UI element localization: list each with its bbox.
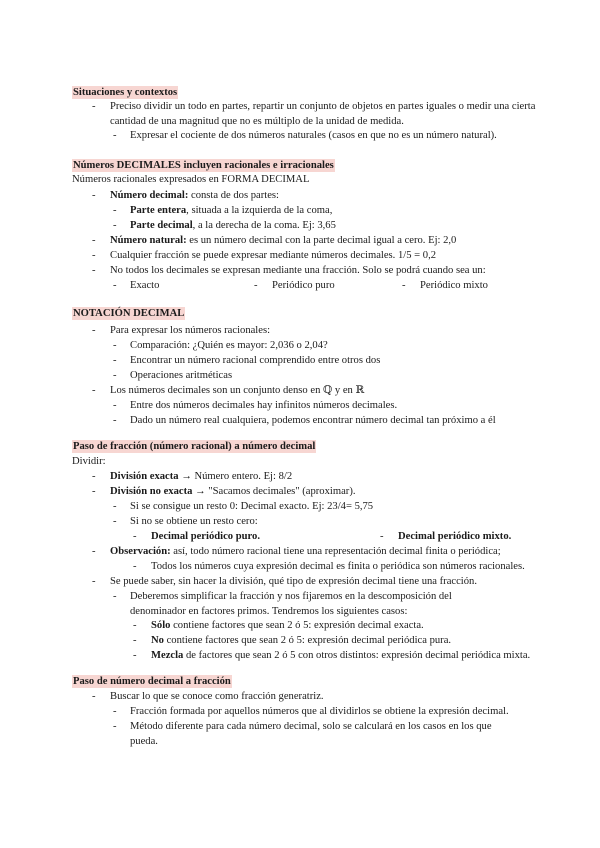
term-numero-natural: Número natural: xyxy=(110,235,187,246)
bullet-dash: - xyxy=(92,471,96,482)
bullet-dash: - xyxy=(92,385,96,396)
bullet-dash: - xyxy=(92,325,96,336)
bullet-dash: - xyxy=(92,576,96,587)
bullet-dash: - xyxy=(113,130,117,141)
bullet-dash: - xyxy=(113,340,117,351)
definition-text: es un número decimal con la parte decimal igual a cero. Ej: 2,0 xyxy=(186,235,457,246)
bullet-dash: - xyxy=(113,721,117,732)
term-periodico-mixto: Decimal periódico mixto. xyxy=(398,531,512,542)
list-item xyxy=(110,485,356,500)
term-observacion: Observación: xyxy=(110,546,171,557)
list-item: Encontrar un número racional comprendido entre otros dos xyxy=(130,355,381,366)
option-exacto: Exacto xyxy=(130,280,160,291)
bullet-dash: - xyxy=(92,265,96,276)
definition-text: , a la derecha de la coma. Ej: 3,65 xyxy=(192,220,336,231)
bullet-dash: - xyxy=(113,370,117,381)
term-solo: Sólo xyxy=(151,620,171,631)
list-item xyxy=(151,619,424,634)
list-item: No todos los decimales se expresan mediante una fracción. Solo se podrá cuando sea un: xyxy=(110,265,486,276)
list-item xyxy=(110,545,501,560)
option-periodico-puro: Periódico puro xyxy=(272,280,335,291)
bullet-dash: - xyxy=(380,531,384,542)
list-item: Preciso dividir un todo en partes, repartir un conjunto de objetos en partes iguales o medir una cierta cantidad de una magnitud que no es múltiplo de la unidad de medida. xyxy=(110,101,536,127)
list-item: Si se consigue un resto 0: Decimal exacto. Ej: 23/4= 5,75 xyxy=(130,501,374,512)
term-periodico-puro: Decimal periódico puro. xyxy=(151,531,260,542)
bullet-dash: - xyxy=(113,205,117,216)
list-item xyxy=(398,530,511,545)
list-item: Se puede saber, sin hacer la división, qué tipo de expresión decimal tiene una fracción. xyxy=(110,576,477,587)
list-item xyxy=(151,649,530,664)
bullet-dash: - xyxy=(133,561,137,572)
bullet-dash: - xyxy=(113,355,117,366)
bullet-dash: - xyxy=(113,591,117,602)
list-item: Los números decimales son un conjunto denso en ℚ y en ℝ xyxy=(110,385,365,396)
term-no: No xyxy=(151,635,164,646)
paragraph: Números racionales expresados en FORMA DECIMAL xyxy=(72,174,310,185)
list-item xyxy=(130,204,332,219)
bullet-dash: - xyxy=(92,546,96,557)
list-item: Buscar lo que se conoce como fracción generatriz. xyxy=(110,691,324,702)
list-item xyxy=(110,470,292,485)
definition-text: contiene factores que sean 2 ó 5: expresión decimal exacta. xyxy=(170,620,424,631)
list-item xyxy=(130,219,336,234)
list-item: Expresar el cociente de dos números naturales (casos en que no es un número natural). xyxy=(130,130,497,141)
list-item xyxy=(110,189,279,204)
bullet-dash: - xyxy=(92,190,96,201)
definition-text: , situada a la izquierda de la coma, xyxy=(186,205,333,216)
list-item: Si no se obtiene un resto cero: xyxy=(130,516,258,527)
term-division-no-exacta: División no exacta xyxy=(110,486,193,497)
list-item: Todos los números cuya expresión decimal es finita o periódica son números racionales. xyxy=(151,561,525,572)
bullet-dash: - xyxy=(92,235,96,246)
bullet-dash: - xyxy=(113,706,117,717)
list-item: Cualquier fracción se puede expresar mediante números decimales. 1/5 = 0,2 xyxy=(110,250,437,261)
list-item xyxy=(110,234,456,249)
definition-text: de factores que sean 2 ó 5 con otros distintos: expresión decimal periódica mixta. xyxy=(183,650,531,661)
list-item: Deberemos simplificar la fracción y nos fijaremos en la descomposición del denominador en factores primos. Tendremos los siguientes casos: xyxy=(130,591,452,617)
list-item: Fracción formada por aquellos números que al dividirlos se obtiene la expresión decimal. xyxy=(130,706,509,717)
definition-text: así, todo número racional tiene una representación decimal finita o periódica; xyxy=(170,546,501,557)
bullet-dash: - xyxy=(113,415,117,426)
section-heading-notacion-decimal: NOTACIÓN DECIMAL xyxy=(73,308,185,319)
term-parte-entera: Parte entera xyxy=(130,205,187,216)
list-item xyxy=(151,530,260,545)
bullet-dash: - xyxy=(133,650,137,661)
bullet-dash: - xyxy=(92,250,96,261)
definition-text: → "Sacamos decimales" (aproximar). xyxy=(192,486,356,497)
section-heading-situaciones: Situaciones y contextos xyxy=(73,87,178,98)
definition-text: contiene factores que sean 2 ó 5: expresión decimal periódica pura. xyxy=(163,635,452,646)
list-item: Método diferente para cada número decimal, solo se calculará en los casos en los que pueda. xyxy=(130,721,492,747)
bullet-dash: - xyxy=(133,635,137,646)
section-heading-fraccion-a-decimal: Paso de fracción (número racional) a número decimal xyxy=(73,441,316,452)
term-numero-decimal: Número decimal: xyxy=(110,190,189,201)
list-item: Para expresar los números racionales: xyxy=(110,325,271,336)
option-periodico-mixto: Periódico mixto xyxy=(420,280,488,291)
definition-text: → Número entero. Ej: 8/2 xyxy=(178,471,293,482)
bullet-dash: - xyxy=(133,531,137,542)
bullet-dash: - xyxy=(402,280,406,291)
section-heading-decimal-a-fraccion: Paso de número decimal a fracción xyxy=(73,676,231,687)
bullet-dash: - xyxy=(254,280,258,291)
paragraph: Dividir: xyxy=(72,456,106,467)
bullet-dash: - xyxy=(113,501,117,512)
bullet-dash: - xyxy=(92,101,96,112)
term-division-exacta: División exacta xyxy=(110,471,179,482)
bullet-dash: - xyxy=(113,280,117,291)
list-item: Dado un número real cualquiera, podemos encontrar número decimal tan próximo a él xyxy=(130,415,496,426)
bullet-dash: - xyxy=(92,691,96,702)
term-parte-decimal: Parte decimal xyxy=(130,220,193,231)
list-item: Entre dos números decimales hay infinitos números decimales. xyxy=(130,400,398,411)
bullet-dash: - xyxy=(113,400,117,411)
term-mezcla: Mezcla xyxy=(151,650,184,661)
bullet-dash: - xyxy=(113,516,117,527)
bullet-dash: - xyxy=(113,220,117,231)
bullet-dash: - xyxy=(133,620,137,631)
section-heading-numeros-decimales: Números DECIMALES incluyen racionales e irracionales xyxy=(73,160,334,171)
list-item xyxy=(151,634,451,649)
bullet-dash: - xyxy=(92,486,96,497)
list-item: Operaciones aritméticas xyxy=(130,370,233,381)
definition-text: consta de dos partes: xyxy=(188,190,279,201)
list-item: Comparación: ¿Quién es mayor: 2,036 o 2,04? xyxy=(130,340,328,351)
